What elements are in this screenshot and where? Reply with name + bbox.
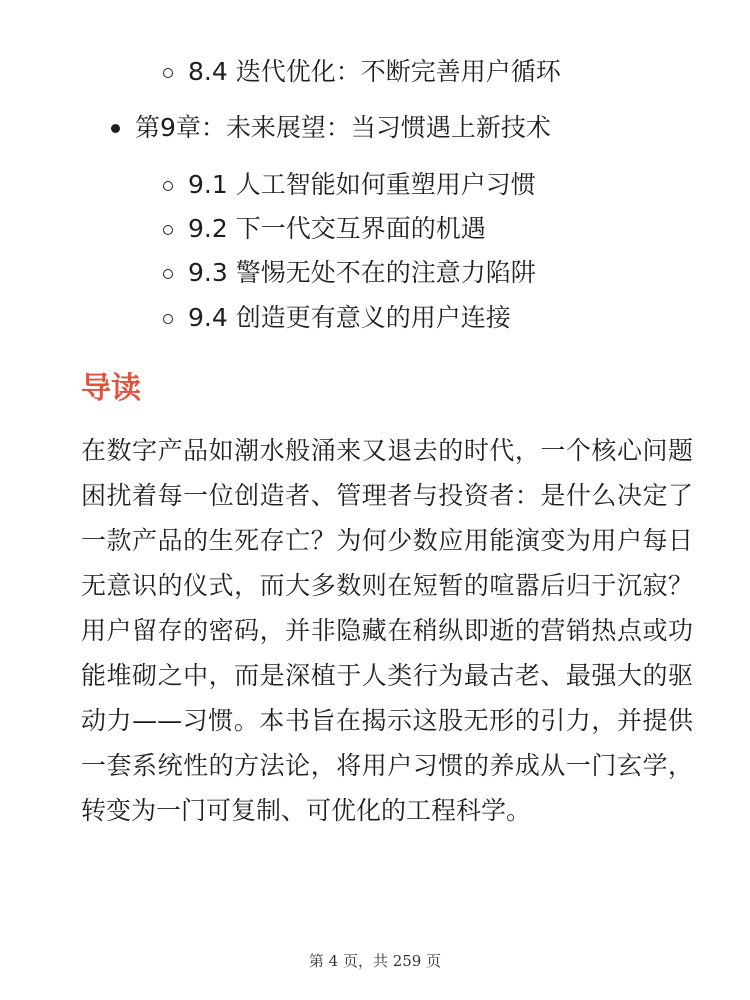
toc-item-8-4: 8.4 迭代优化：不断完善用户循环 [188,57,561,86]
intro-paragraph: 在数字产品如潮水般涌来又退去的时代，一个核心问题困扰着每一位创造者、管理者与投资者：是什么决定了一款产品的生死存亡？为何少数应用能演变为用户每日无意识的仪式，而大多数则在短暂的喧嚣后归于沉寂？用户留存的密码，并非隐藏在稍纵即逝的营销热点或功能堆砌之中，而是深植于人类行为最古老、最强大的驱动力——习惯。本书旨在揭示这股无形的引力，并提供一套系统性的方法论，将用户习惯的养成从一门玄学，转变为一门可复制、可优化的工程科学。 [81,436,693,825]
toc-chapter-9: 第9章：未来展望：当习惯遇上新技术 [135,113,551,142]
toc-item-9-2: 9.2 下一代交互界面的机遇 [188,214,486,243]
toc-item-9-1: 9.1 人工智能如何重塑用户习惯 [188,170,536,199]
section-heading: 导读 [81,371,141,406]
page-number-footer: 第 4 页，共 259 页 [308,952,442,970]
toc-item-9-4: 9.4 创造更有意义的用户连接 [188,303,511,332]
toc-item-9-3: 9.3 警惕无处不在的注意力陷阱 [188,258,536,287]
